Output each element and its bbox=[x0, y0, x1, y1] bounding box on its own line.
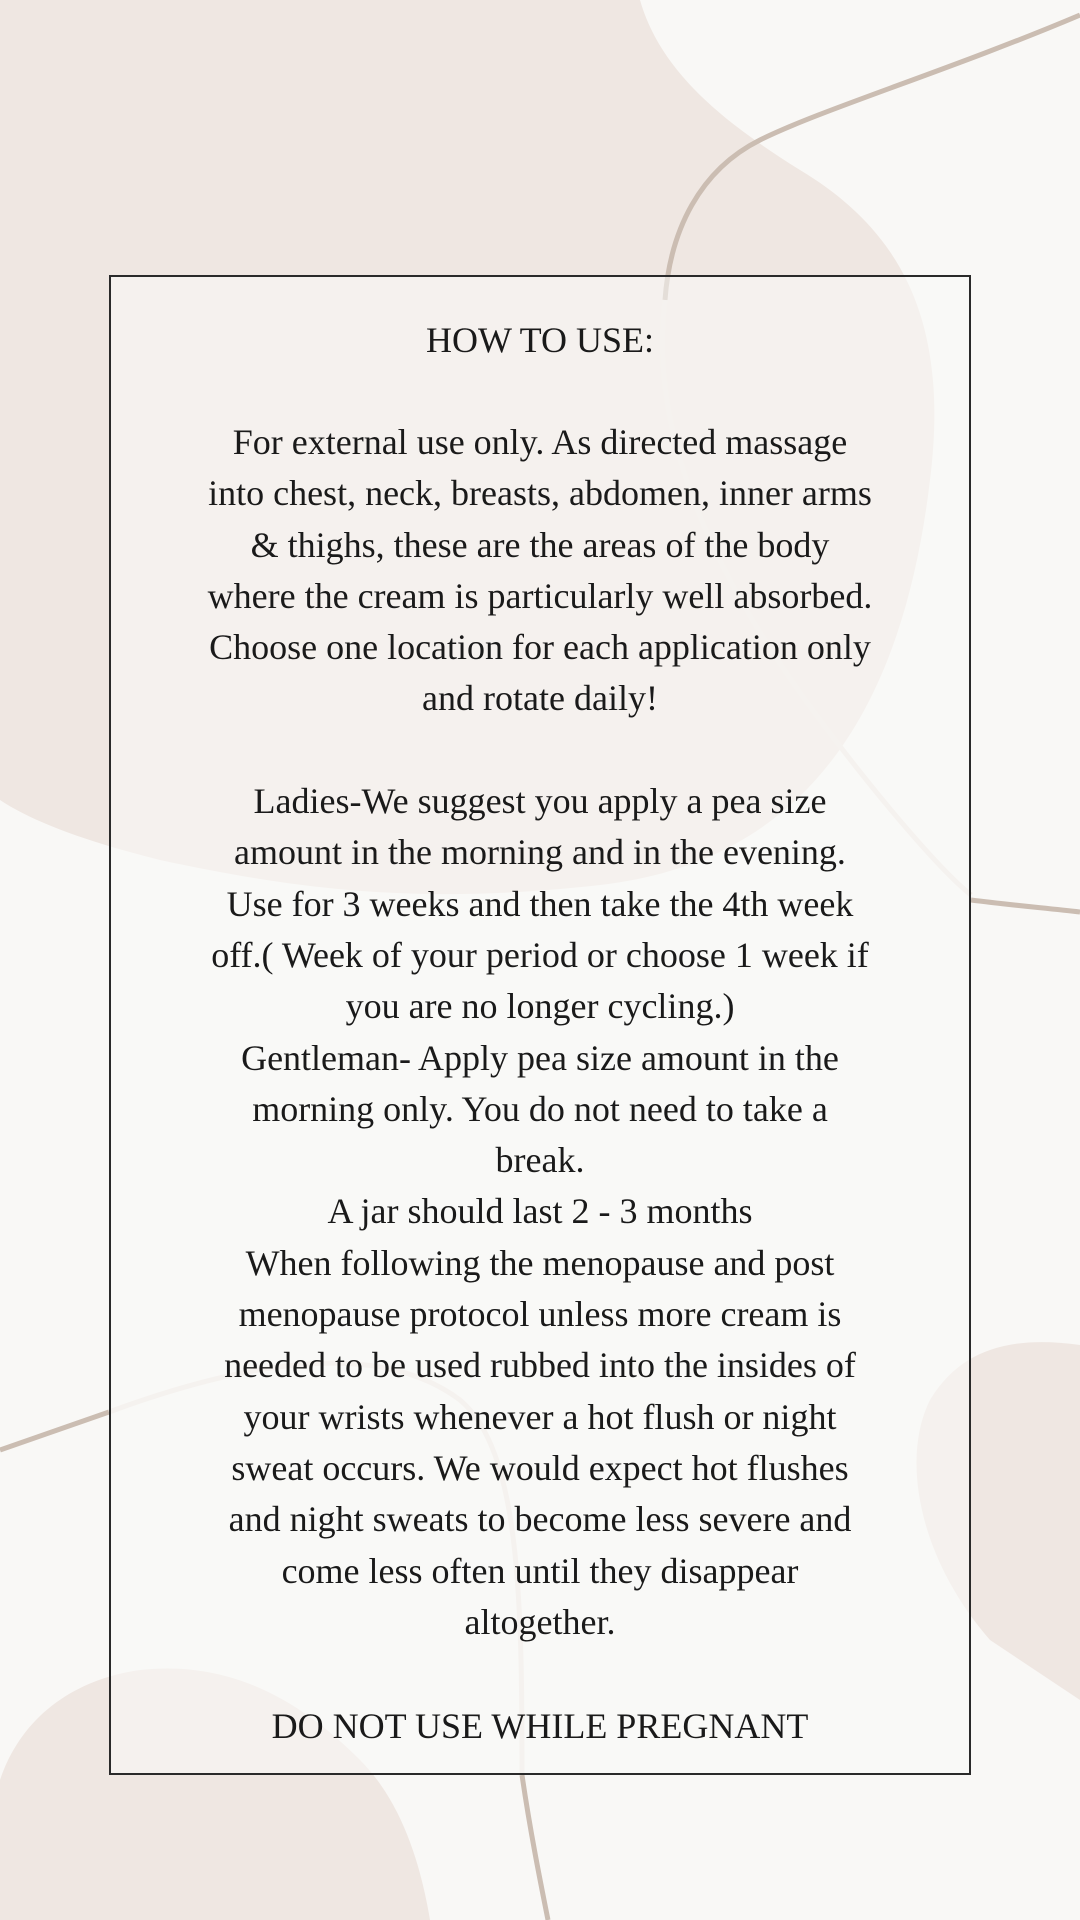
body-line: come less often until they disappear bbox=[281, 1550, 799, 1591]
body-line: altogether. bbox=[464, 1601, 616, 1642]
body-line: A jar should last 2 - 3 months bbox=[327, 1191, 753, 1232]
card-body bbox=[111, 417, 969, 1648]
body-line: off.( Week of your period or choose 1 week if bbox=[211, 934, 869, 975]
body-line: where the cream is particularly well absorbed. bbox=[207, 575, 873, 616]
paragraph-gap bbox=[111, 725, 969, 776]
body-line: morning only. You do not need to take a bbox=[252, 1088, 828, 1129]
body-line: needed to be used rubbed into the insides of bbox=[224, 1345, 856, 1386]
body-line: amount in the morning and in the evening. bbox=[234, 832, 846, 873]
body-line: Ladies-We suggest you apply a pea size bbox=[253, 781, 827, 822]
card-heading: HOW TO USE: bbox=[425, 320, 655, 360]
body-line: When following the menopause and post bbox=[245, 1242, 835, 1283]
body-line: & thighs, these are the areas of the body bbox=[250, 524, 830, 565]
body-line: break. bbox=[495, 1140, 585, 1181]
body-line: and night sweats to become less severe and bbox=[228, 1499, 852, 1540]
body-line: Gentleman- Apply pea size amount in the bbox=[241, 1037, 839, 1078]
body-line: and rotate daily! bbox=[422, 678, 658, 719]
body-line: Choose one location for each application only bbox=[209, 627, 871, 668]
body-line: sweat occurs. We would expect hot flushes bbox=[231, 1447, 849, 1488]
background-curve-bottom bbox=[522, 1775, 548, 1920]
body-line: into chest, neck, breasts, abdomen, inner arms bbox=[208, 473, 872, 514]
instruction-card bbox=[109, 275, 971, 1775]
background-curve-right bbox=[971, 900, 1080, 912]
body-line: you are no longer cycling.) bbox=[345, 986, 735, 1027]
pregnancy-warning: DO NOT USE WHILE PREGNANT bbox=[271, 1706, 809, 1746]
body-line: your wrists whenever a hot flush or night bbox=[243, 1396, 837, 1437]
background-curve-left bbox=[0, 1412, 109, 1450]
body-line: menopause protocol unless more cream is bbox=[238, 1294, 842, 1335]
body-line: For external use only. As directed massage bbox=[232, 422, 848, 462]
body-line: Use for 3 weeks and then take the 4th week bbox=[226, 883, 854, 924]
